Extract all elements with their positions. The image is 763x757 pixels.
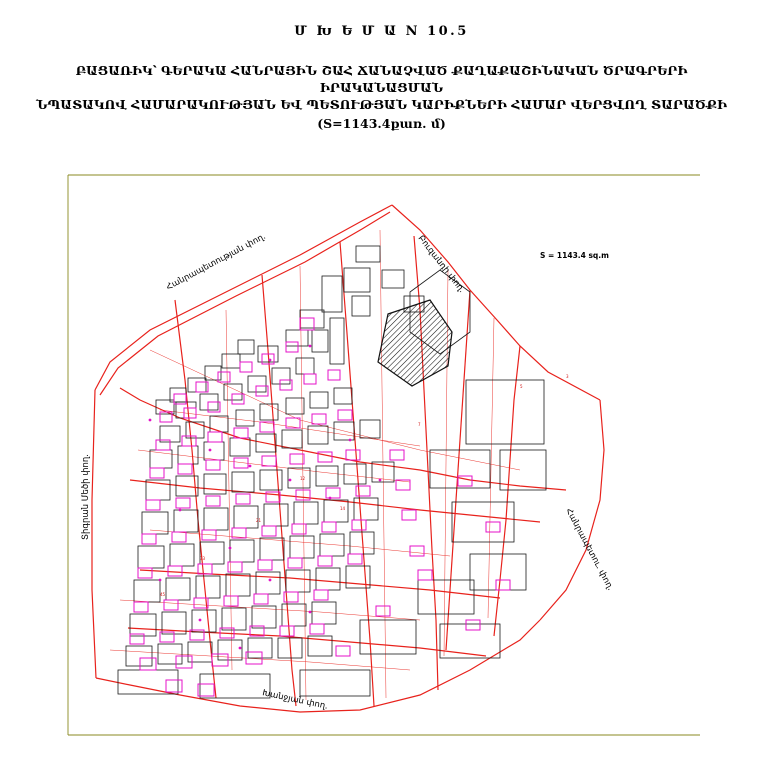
map-svg[interactable] bbox=[0, 150, 763, 750]
street-label-hanrapetutyan: Հանրապետության փող. bbox=[164, 231, 268, 293]
svg-text:7: 7 bbox=[418, 422, 421, 427]
svg-text:21: 21 bbox=[256, 518, 262, 523]
svg-text:45: 45 bbox=[160, 592, 166, 597]
street-label-hanrapetu: Հանրապետու. փող. bbox=[563, 506, 616, 593]
svg-text:14: 14 bbox=[340, 506, 346, 511]
subtitle-line-2: ՆՊԱՏԱԿՈՎ ՀԱՄԱՐԱԿՈՒԹՅԱՆ ԵՎ ՊԵՏՈՒԹՅԱՆ ԿԱՐԻՔՆԵՐԻ ՀԱՄԱՐ ՎԵՐՑՎՈՂ ՏԱՐԱԾՔԻ bbox=[35, 97, 728, 112]
street-label-buzandi: Բուզանդի փող. bbox=[415, 233, 467, 295]
street-label-khanjyan: Խանջյան փող. bbox=[261, 688, 329, 712]
svg-text:33: 33 bbox=[200, 556, 206, 561]
subtitle-line-3: (S=1143.4քառ. մ) bbox=[317, 116, 446, 131]
page-title: Մ Խ Ե Մ Ա N 10.5 bbox=[294, 24, 469, 39]
cadastral-map[interactable] bbox=[0, 150, 763, 750]
svg-text:12: 12 bbox=[300, 476, 306, 481]
area-legend-label: S = 1143.4 sq.m bbox=[540, 251, 609, 260]
document-subtitle bbox=[16, 62, 747, 132]
svg-text:3: 3 bbox=[566, 374, 569, 379]
highlighted-take-area[interactable] bbox=[378, 300, 452, 386]
street-labels bbox=[81, 232, 615, 712]
svg-text:5: 5 bbox=[520, 384, 523, 389]
subtitle-line-1: ԲԱՑԱՌԻԿ՝ ԳԵՐԱԿԱ ՀԱՆՐԱՅԻՆ ՇԱՀ ՃԱՆԱՉՎԱԾ ՔԱՂԱՔԱՇԻՆԱԿԱՆ ԾՐԱԳՐԵՐԻ ԻՐԱԿԱՆԱՑՄԱՆ bbox=[75, 63, 688, 95]
street-label-tigran-metsi: Տիգրան Մեծի փող. bbox=[81, 454, 91, 540]
